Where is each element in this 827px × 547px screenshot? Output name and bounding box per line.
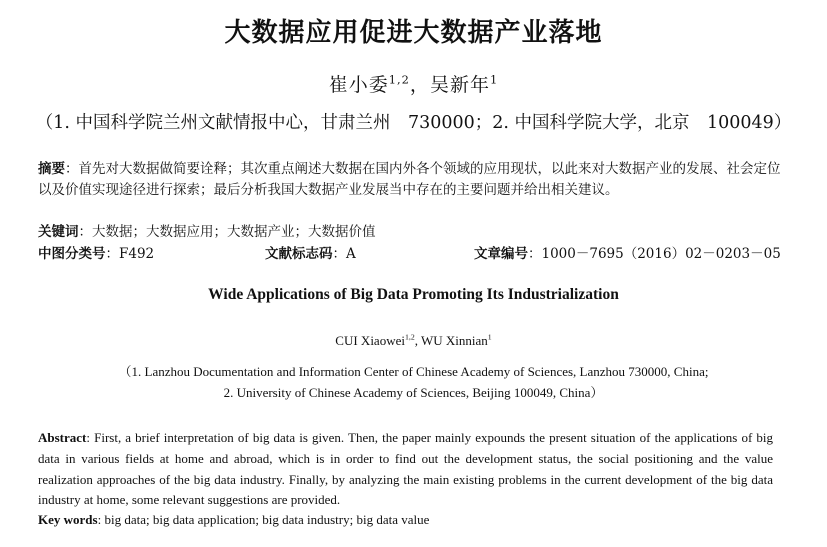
chinese-abstract-label: 摘要: [38, 161, 65, 177]
english-affiliation-line-2: 2. University of Chinese Academy of Sciences, Beijing 100049, China）: [223, 385, 604, 400]
author-name: CUI Xiaowei: [335, 333, 405, 348]
english-authors: [0, 333, 827, 349]
article-number-value: ：1000－7695（2016）02－0203－05: [528, 246, 781, 262]
chinese-abstract: [38, 159, 783, 201]
chinese-abstract-text: ：首先对大数据做简要诠释；其次重点阐述大数据在国内外各个领域的应用现状，以此来对大数据产业的发展、社会定位以及价值实现途径进行探索；最后分析我国大数据产业发展当中存在的主要问题并给出相关建议。: [38, 161, 781, 198]
classification-row: [38, 242, 781, 262]
author-name: WU Xinnian: [421, 333, 488, 348]
author-separator: ，: [409, 74, 430, 96]
english-abstract-text: : First, a brief interpretation of big data is given. Then, the paper mainly expounds the present situation of the applications of big data in various fields at home and abroad, which is in order to find out the development status, the social positioning and the value realization approaches of the big data industry. Finally, by analyzing the main existing problems in the current development of the big data industry at home, some relevant suggestions are provided.: [38, 430, 773, 508]
article-number: [474, 242, 781, 262]
author-name: 吴新年: [429, 74, 490, 96]
chinese-title: 大数据应用促进大数据产业落地: [224, 18, 603, 48]
author-separator: ,: [414, 333, 421, 348]
english-keywords-label: Key words: [38, 512, 98, 527]
english-affiliation: [0, 361, 827, 403]
author-name: 崔小委: [328, 74, 389, 96]
english-abstract-label: Abstract: [38, 430, 87, 445]
chinese-keywords-text: ：大数据；大数据应用；大数据产业；大数据价值: [78, 224, 376, 240]
article-number-label: 文章编号: [474, 246, 528, 262]
english-keywords: [38, 512, 773, 528]
author-affiliation-marker: 1,2: [388, 72, 410, 87]
clc-number: [38, 242, 154, 262]
english-title: Wide Applications of Big Data Promoting Its Industrialization: [208, 286, 619, 303]
english-abstract: [38, 428, 773, 511]
clc-label: 中图分类号: [38, 246, 106, 262]
author-affiliation-marker: 1,2: [404, 332, 415, 342]
english-affiliation-line-1: （1. Lanzhou Documentation and Information Center of Chinese Academy of Sciences, Lanzhou 730000, China;: [118, 364, 709, 379]
document-code-label: 文献标志码: [265, 246, 333, 262]
chinese-keywords-label: 关键词: [38, 224, 79, 240]
clc-value: ：F492: [105, 246, 155, 262]
author-affiliation-marker: 1: [489, 72, 499, 87]
chinese-authors: [0, 70, 827, 97]
document-code-value: ：A: [332, 246, 356, 262]
document-code: [265, 242, 356, 262]
english-keywords-text: : big data; big data application; big data industry; big data value: [97, 512, 430, 527]
author-affiliation-marker: 1: [487, 332, 492, 342]
chinese-keywords: [38, 220, 783, 240]
chinese-affiliation: （1. 中国科学院兰州文献情报中心，甘肃兰州 730000；2. 中国科学院大学，北京 100049）: [35, 113, 792, 133]
